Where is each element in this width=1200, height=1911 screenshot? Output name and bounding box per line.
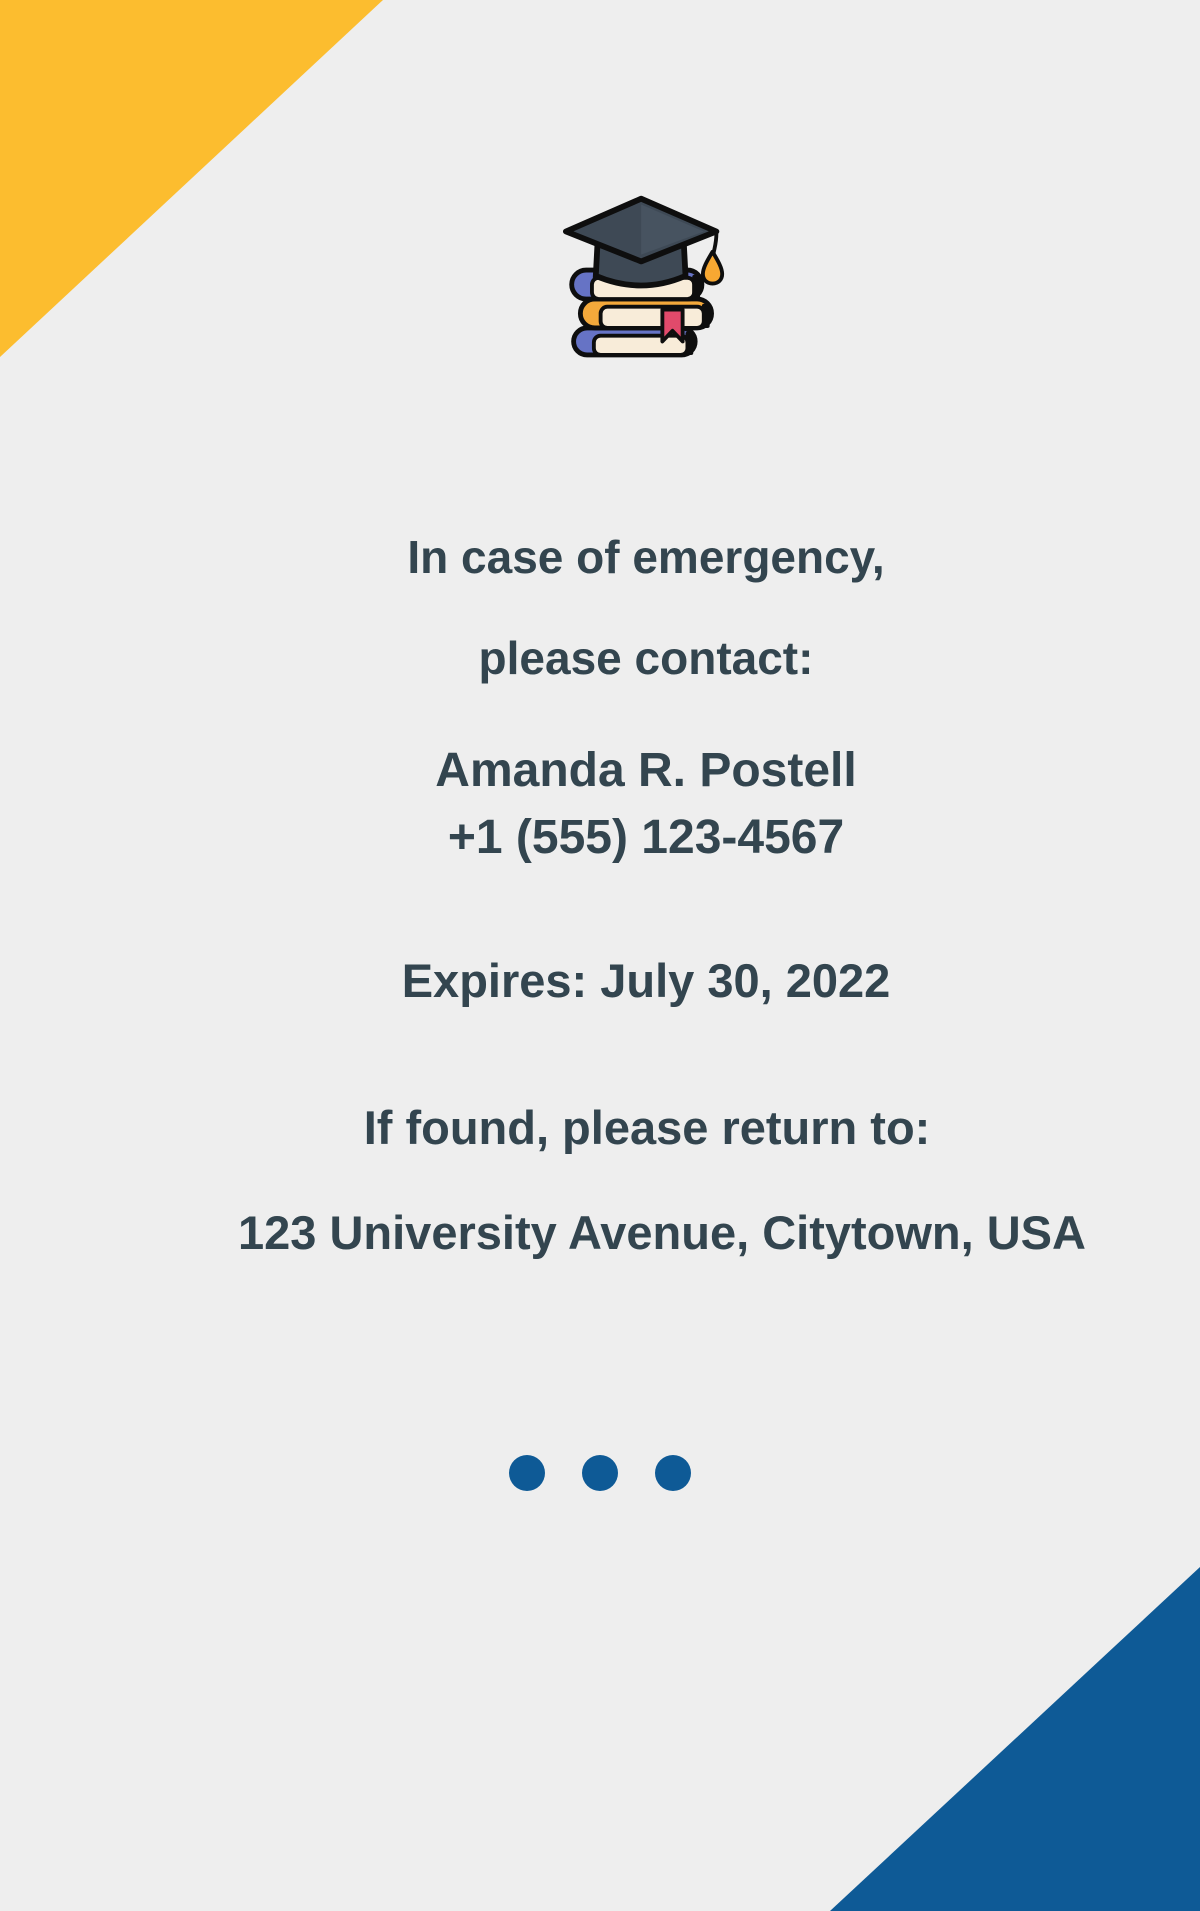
dot-2 [582,1455,618,1491]
return-label: If found, please return to: [363,1101,931,1154]
emergency-heading-line1: In case of emergency, [407,531,885,583]
contact-name: Amanda R. Postell [435,744,857,797]
yellow-corner-triangle [0,0,383,357]
contact-phone: +1 (555) 123-4567 [447,811,845,864]
emergency-heading-line2: please contact: [478,632,814,684]
dot-1 [509,1455,545,1491]
dot-3 [655,1455,691,1491]
expiry-date: Expires: July 30, 2022 [401,954,891,1007]
dots-separator [0,1455,1200,1491]
blue-corner-triangle [830,1567,1200,1911]
graduation-cap-books-icon [563,180,727,364]
book-middle [580,299,711,328]
return-address: 123 University Avenue, Citytown, USA [238,1206,1086,1259]
tassel [703,233,722,283]
